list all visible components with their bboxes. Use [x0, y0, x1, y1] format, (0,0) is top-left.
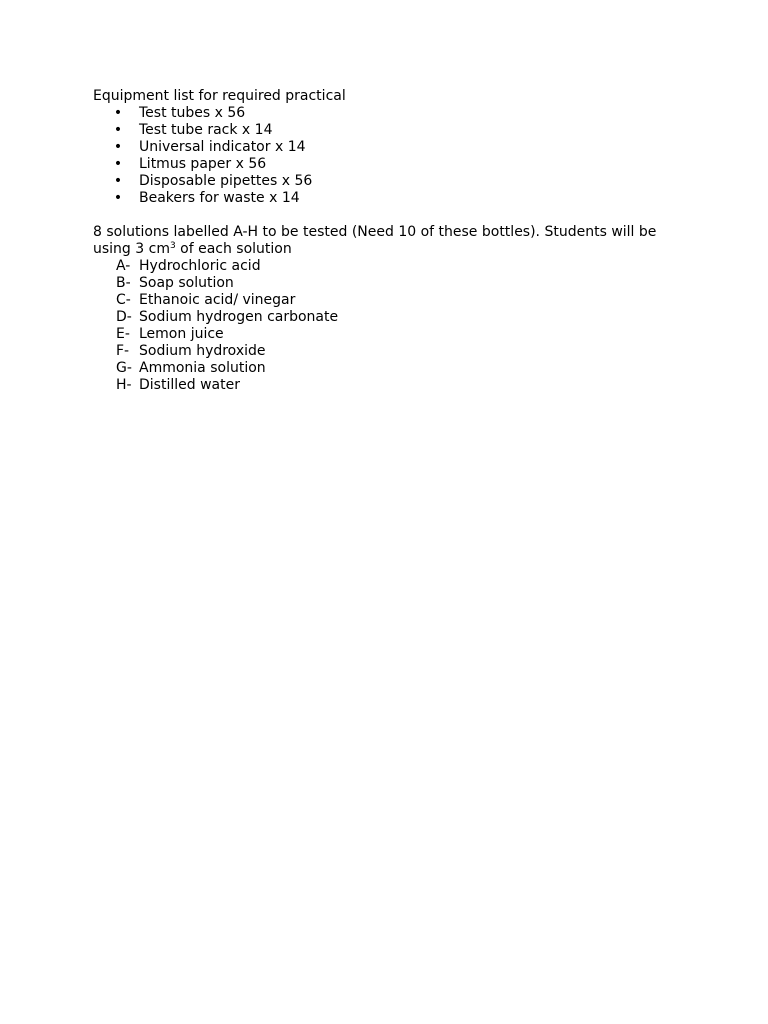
solution-marker: C- [116, 292, 131, 308]
solution-label: Distilled water [139, 377, 240, 393]
list-item [93, 343, 693, 360]
unit-superscript: 3 [169, 241, 176, 251]
solution-marker: B- [116, 275, 131, 291]
equipment-item-label: Litmus paper x 56 [139, 156, 267, 172]
equipment-item-label: Disposable pipettes x 56 [139, 173, 313, 189]
equipment-item-label: Universal indicator x 14 [139, 139, 306, 155]
solution-marker: D- [116, 309, 132, 325]
solution-label: Ammonia solution [139, 360, 266, 376]
list-item [93, 377, 693, 394]
solution-marker: G- [116, 360, 132, 376]
equipment-item-label: Beakers for waste x 14 [139, 190, 300, 206]
solutions-intro-tail: of each solution [175, 241, 292, 257]
bullet-icon: • [113, 122, 123, 138]
list-item [93, 309, 693, 326]
list-item [93, 326, 693, 343]
document-page [93, 88, 693, 394]
solutions-intro [93, 224, 693, 258]
list-item [93, 173, 693, 190]
equipment-heading: Equipment list for required practical [93, 88, 346, 104]
bullet-icon: • [113, 105, 123, 121]
solution-label: Ethanoic acid/ vinegar [139, 292, 296, 308]
bullet-icon: • [113, 190, 123, 206]
solutions-list [93, 258, 693, 394]
solution-label: Sodium hydrogen carbonate [139, 309, 339, 325]
list-item [93, 105, 693, 122]
solution-label: Lemon juice [139, 326, 224, 342]
list-item [93, 292, 693, 309]
equipment-list [93, 105, 693, 207]
list-item [93, 122, 693, 139]
list-item [93, 258, 693, 275]
list-item [93, 139, 693, 156]
equipment-item-label: Test tubes x 56 [139, 105, 246, 121]
list-item [93, 190, 693, 207]
list-item [93, 156, 693, 173]
solution-marker: F- [116, 343, 130, 359]
equipment-item-label: Test tube rack x 14 [139, 122, 273, 138]
bullet-icon: • [113, 173, 123, 189]
solution-label: Hydrochloric acid [139, 258, 261, 274]
solution-label: Sodium hydroxide [139, 343, 266, 359]
solution-marker: H- [116, 377, 132, 393]
list-item [93, 360, 693, 377]
list-item [93, 275, 693, 292]
bullet-icon: • [113, 139, 123, 155]
solution-marker: E- [116, 326, 130, 342]
solutions-intro-text: 8 solutions labelled A-H to be tested (Need 10 of these bottles). Students will be using 3 cm [93, 224, 657, 257]
solution-label: Soap solution [139, 275, 234, 291]
bullet-icon: • [113, 156, 123, 172]
solution-marker: A- [116, 258, 131, 274]
